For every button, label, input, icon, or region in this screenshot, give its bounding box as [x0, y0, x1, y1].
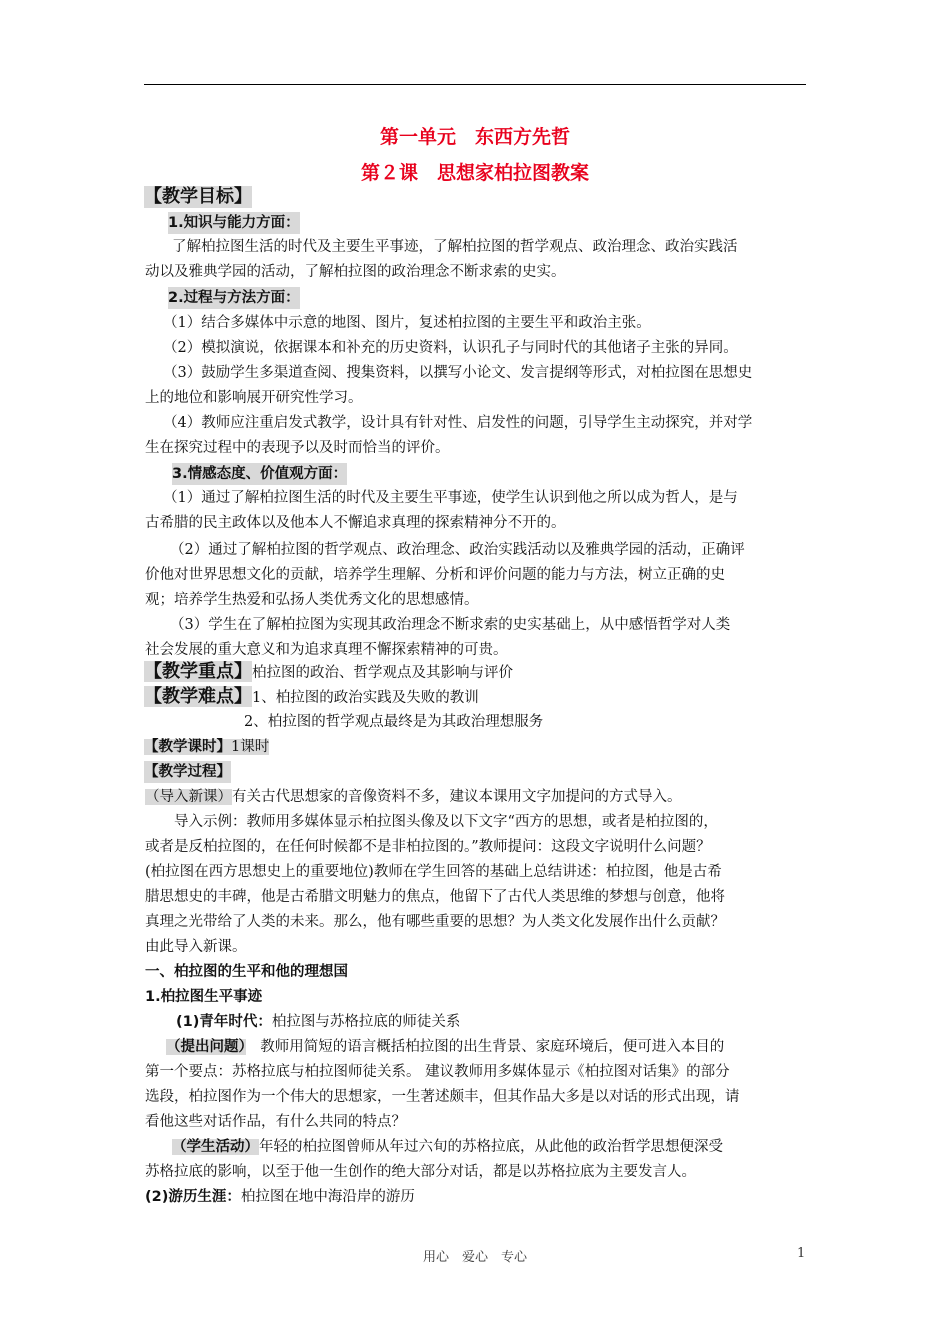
ask-row — [166, 1036, 724, 1058]
intro-tag: （导入新课） — [145, 789, 232, 805]
example-line: 由此导入新课。 — [145, 939, 247, 955]
difficulties-row — [144, 686, 479, 709]
key-points-text: 柏拉图的政治、哲学观点及其影响与评价 — [252, 665, 513, 681]
goal-2-line: （1）结合多媒体中示意的地图、图片，复述柏拉图的主要生平和政治主张。 — [163, 315, 651, 331]
youth-text: 柏拉图与苏格拉底的师徒关系 — [271, 1014, 461, 1030]
difficulty-2: 2、柏拉图的哲学观点最终是为其政治理想服务 — [244, 714, 544, 730]
goal-1-line: 了解柏拉图生活的时代及主要生平事迹，了解柏拉图的哲学观点、政治理念、政治实践活 — [172, 239, 738, 255]
goal-2-line: 生在探究过程中的表现予以及时而恰当的评价。 — [145, 440, 450, 456]
travel-row — [145, 1186, 415, 1208]
subsection-1-heading: 1.柏拉图生平事迹 — [145, 989, 263, 1005]
activity-text: 年轻的柏拉图曾师从年过六旬的苏格拉底，从此他的政治哲学思想便深受 — [259, 1139, 723, 1155]
travel-text: 柏拉图在地中海沿岸的游历 — [240, 1189, 415, 1205]
goal-2-line: （2）模拟演说，依据课本和补充的历史资料，认识孔子与同时代的其他诸子主张的异同。 — [163, 340, 738, 356]
page-number: 1 — [797, 1246, 806, 1261]
lesson-title: 第２课 思想家柏拉图教案 — [360, 162, 589, 184]
heading-process: 【教学过程】 — [144, 761, 231, 783]
difficulty-1: 1、柏拉图的政治实践及失败的教训 — [252, 690, 479, 706]
activity-tag: （学生活动） — [172, 1139, 259, 1155]
example-line: 或者是反柏拉图的，在任何时候都不是非柏拉图的。”教师提问：这段文字说明什么问题？ — [145, 839, 711, 855]
travel-heading: (2)游历生涯： — [145, 1189, 241, 1205]
goal-3-line: 价他对世界思想文化的贡献，培养学生理解、分析和评价问题的能力与方法，树立正确的史 — [145, 567, 725, 583]
intro-row — [145, 786, 682, 808]
goal-3-line: （2）通过了解柏拉图的哲学观点、政治理念、政治实践活动以及雅典学园的活动，正确评 — [170, 542, 745, 558]
example-line: 真理之光带给了人类的未来。那么，他有哪些重要的思想？为人类文化发展作出什么贡献？ — [145, 914, 725, 930]
heading-goals: 【教学目标】 — [144, 186, 252, 207]
class-hours-row — [144, 736, 269, 758]
youth-row — [176, 1011, 460, 1033]
unit-title: 第一单元 东西方先哲 — [379, 126, 570, 148]
goal-3-line: （1）通过了解柏拉图生活的时代及主要生平事迹，使学生认识到他之所以成为哲人，是与 — [163, 490, 738, 506]
ask-tag: （提出问题） — [166, 1039, 246, 1055]
goal-3-line: 古希腊的民主政体以及他本人不懈追求真理的探索精神分不开的。 — [145, 515, 566, 531]
ask-line: 选段，柏拉图作为一个伟大的思想家，一生著述颇丰，但其作品大多是以对话的形式出现，请 — [145, 1089, 740, 1105]
goal-2-line: （3）鼓励学生多渠道查阅、搜集资料，以撰写小论文、发言提纲等形式，对柏拉图在思想史 — [163, 365, 753, 381]
ask-line: 看他这些对话作品，有什么共同的特点？ — [145, 1114, 406, 1130]
heading-class-hours: 【教学课时】 — [144, 739, 231, 755]
section-1-heading: 一、柏拉图的生平和他的理想国 — [145, 964, 348, 980]
goal-2-heading: 2.过程与方法方面： — [168, 287, 300, 309]
example-line: (柏拉图在西方思想史上的重要地位)教师在学生回答的基础上总结讲述：柏拉图，他是古希 — [145, 864, 722, 880]
goal-3-line: 观；培养学生热爱和弘扬人类优秀文化的思想感情。 — [145, 592, 479, 608]
goal-3-line: 社会发展的重大意义和为追求真理不懈探索精神的可贵。 — [145, 642, 508, 658]
intro-text: 有关古代思想家的音像资料不多，建议本课用文字加提问的方式导入。 — [232, 789, 682, 805]
page-footer: 用心 爱心 专心 — [422, 1250, 527, 1265]
goal-1-heading: 1.知识与能力方面： — [168, 212, 300, 234]
key-points-row — [144, 661, 513, 684]
activity-line: 苏格拉底的影响，以至于他一生创作的绝大部分对话，都是以苏格拉底为主要发言人。 — [145, 1164, 696, 1180]
class-hours-text: 1课时 — [231, 739, 270, 755]
ask-text: 教师用简短的语言概括柏拉图的出生背景、家庭环境后，便可进入本目的 — [245, 1039, 725, 1055]
goal-1-line: 动以及雅典学园的活动，了解柏拉图的政治理念不断求索的史实。 — [145, 264, 566, 280]
youth-heading: (1)青年时代： — [176, 1014, 272, 1030]
goal-3-heading: 3.情感态度、价值观方面： — [172, 463, 347, 485]
goal-2-line: 上的地位和影响展开研究性学习。 — [145, 390, 363, 406]
heading-difficulties: 【教学难点】 — [144, 686, 252, 707]
example-line: 腊思想史的丰碑，他是古希腊文明魅力的焦点，他留下了古代人类思维的梦想与创意，他将 — [145, 889, 725, 905]
goal-3-line: （3）学生在了解柏拉图为实现其政治理念不断求索的史实基础上，从中感悟哲学对人类 — [170, 617, 731, 633]
heading-key-points: 【教学重点】 — [144, 661, 252, 682]
activity-row — [172, 1136, 723, 1158]
goal-2-line: （4）教师应注重启发式教学，设计具有针对性、启发性的问题，引导学生主动探究，并对学 — [163, 415, 753, 431]
header-rule — [144, 84, 806, 85]
ask-line: 第一个要点：苏格拉底与柏拉图师徒关系。 建议教师用多媒体显示《柏拉图对话集》的部分 — [145, 1064, 730, 1080]
example-line: 导入示例：教师用多媒体显示柏拉图头像及以下文字“西方的思想，或者是柏拉图的， — [174, 814, 718, 830]
